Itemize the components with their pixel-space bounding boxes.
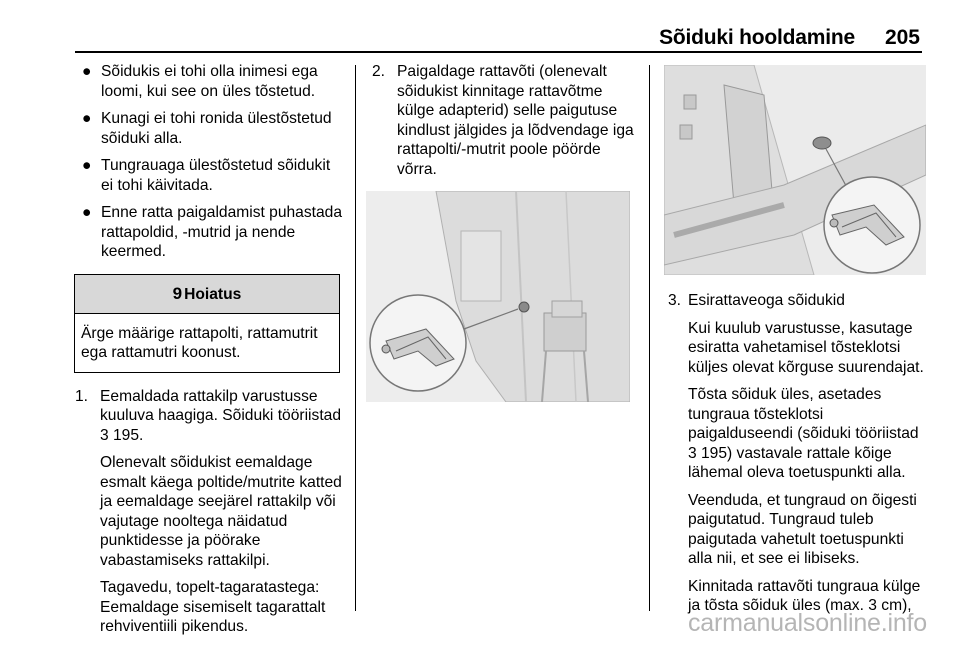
column-divider: [649, 65, 650, 611]
column-3: [668, 62, 928, 624]
wheel-wrench-illustration: [366, 191, 630, 402]
warning-box: [74, 274, 340, 373]
wheel-wrench-figure: [366, 191, 630, 402]
step-3: 3. Esirattaveoga sõidukid Kui kuulub varustusse, kasutage esiratta vahetamisel tõsteklotsi küljes olevat kõrguse suurendajat. Tõsta sõiduk üles, asetades tungraua tõsteklotsi paigalduseendi (sõiduki tööriistad 3 195) vastavale rattale kõige lähemal oleva toetuspunkti alla. Veenduda, et tungraud on õigesti paigutatud. Tungraud tuleb paigutada vahetult toetuspunkti alla nii, et see ei libiseks. Kinnitada rattavõti tungraua külge ja tõsta sõiduk üles (max. 3 cm),: [668, 292, 924, 614]
page-number: 205: [884, 26, 920, 49]
watermark: carmanualsonline.info: [687, 609, 927, 637]
header-rule: [75, 51, 922, 53]
list-item: ● Kunagi ei tohi ronida ülestõstetud sõiduki alla.: [82, 110, 332, 147]
warning-text: Ärge määrige rattapolti, rattamutrit ega rattamutri koonust.: [81, 324, 318, 361]
list-item: ● Enne ratta paigaldamist puhastada rattapoldid, -mutrid ja nende keermed.: [82, 204, 343, 260]
column-divider: [355, 65, 356, 611]
column-1: [75, 62, 345, 645]
warning-header: [75, 275, 339, 314]
warning-icon: 9: [172, 283, 183, 303]
page-title: Sõiduki hooldamine: [659, 26, 855, 49]
step-1: 1. Eemaldada rattakilp varustusse kuuluva haagiga. Sõiduki tööriistad 3 195. Olenevalt sõidukist eemaldage esmalt käega poltide/mutrite katted ja eemaldage seejärel rattakilp või vajutage nooltega näidatud punktidesse ja pöörake vabastamiseks rattakilpi. Tagavedu, topelt-tagaratastega: Eemaldage sisemiselt tagarattalt rehviventiili pikendus.: [75, 387, 342, 635]
jack-point-illustration: [664, 65, 926, 275]
list-item: ● Tungrauaga ülestõstetud sõidukit ei tohi käivitada.: [82, 157, 331, 194]
list-item: ● Sõidukis ei tohi olla inimesi ega loomi, kui see on üles tõstetud.: [82, 63, 318, 100]
column-2: [372, 62, 634, 402]
jack-point-figure: [664, 65, 926, 275]
page-header: [0, 0, 960, 52]
warning-title: Hoiatus: [184, 285, 242, 303]
step-2: 2. Paigaldage rattavõti (olenevalt sõidukist kinnitage rattavõtme külge adapterid) selle paigutuse kindlust jälgides ja lõdvendage iga rattapolti/-mutrit poole pöörde võrra.: [372, 63, 634, 178]
